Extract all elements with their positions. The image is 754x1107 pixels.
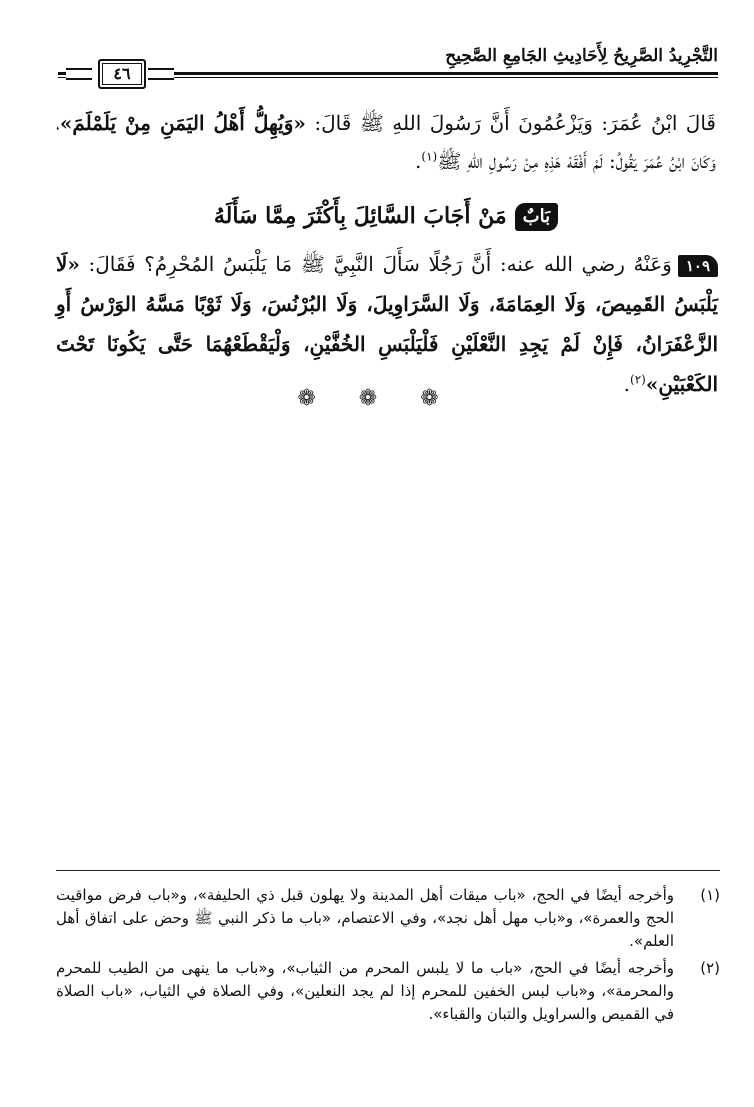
intro-text-b: ، وَكَانَ ابْنُ عُمَرَ يَقُولُ: لَمْ أَفْقَهْ هَذِهِ مِنْ رَسُولِ اللهِ ﷺ bbox=[56, 111, 716, 173]
intro-paragraph bbox=[56, 104, 716, 180]
intro-text-a: قَالَ ابْنُ عُمَرَ: وَيَزْعُمُونَ أَنَّ رَسُولَ اللهِ ﷺ قَالَ: bbox=[305, 111, 716, 135]
page-number-frame bbox=[66, 57, 174, 91]
chapter-badge: بَابٌ bbox=[515, 203, 558, 231]
intro-end: . bbox=[415, 149, 422, 173]
chapter-heading bbox=[56, 196, 716, 236]
footnote-text: وأخرجه أيضًا في الحج، «باب ما لا يلبس المحرم من الثياب»، و«باب ما ينهى من الطيب للمحرم والمحرمة»، و«باب لبس الخفين للمحرم إذا لم يجد النعلين»، وفي الصلاة في الثياب، «باب الصلاة في القميص والسراويل والتبان والقباء». bbox=[56, 959, 674, 1023]
page-number: ٤٦ bbox=[98, 59, 146, 89]
footnote-1 bbox=[56, 884, 720, 953]
footnote-number: (١) bbox=[700, 886, 720, 904]
running-header bbox=[58, 44, 718, 94]
hadith-text-plain: وَعَنْهُ رضي الله عنه: أَنَّ رَجُلًا سَأَلَ النَّبِيَّ ﷺ مَا يَلْبَسُ المُحْرِمُ؟ فَقَالَ: bbox=[79, 252, 672, 276]
footnote-2 bbox=[56, 957, 720, 1026]
ornament-bars-left bbox=[66, 68, 92, 80]
hadith-end: . bbox=[623, 372, 631, 396]
footnotes bbox=[56, 884, 720, 1030]
footnote-ref-1[interactable]: (١) bbox=[421, 149, 438, 164]
hadith-text-quote: «لَا يَلْبَسُ القَمِيصَ، وَلَا العِمَامَةَ، وَلَا السَّرَاوِيلَ، وَلَا البُرْنُسَ، وَلَا ثَوْبًا مَسَّهُ الوَرْسُ أَوِ الزَّعْفَرَانُ، فَإِنْ لَمْ يَجِدِ النَّعْلَيْنِ فَلْيَلْبَسِ الخُفَّيْنِ، وَلْيَقْطَعْهُمَا حَتَّى يَكُونَا تَحْتَ الكَعْبَيْنِ» bbox=[56, 252, 718, 396]
footnote-text: وأخرجه أيضًا في الحج، «باب ميقات أهل المدينة ولا يهلون قبل ذي الحليفة»، و«باب فرض مواقيت الحج والعمرة»، و«باب مهل أهل نجد»، وفي الاعتصام، «باب ما ذكر النبي ﷺ وحض على اتفاق أهل العلم». bbox=[56, 886, 674, 950]
footnote-number: (٢) bbox=[700, 959, 720, 977]
hadith-number-badge: ١٠٩ bbox=[678, 255, 718, 277]
section-end-ornaments: ❁ ❁ ❁ bbox=[297, 386, 457, 411]
ornament-bars-right bbox=[148, 68, 174, 80]
intro-quote: «وَيُهِلُّ أَهْلُ اليَمَنِ مِنْ يَلَمْلَمَ» bbox=[59, 111, 306, 135]
footnote-separator bbox=[56, 870, 720, 871]
footnote-ref-2[interactable]: (٢) bbox=[630, 372, 646, 387]
chapter-title: مَنْ أَجَابَ السَّائِلَ بِأَكْثَرَ مِمَّا سَأَلَهُ bbox=[213, 203, 507, 229]
hadith-109 bbox=[56, 244, 718, 404]
book-title: التَّجْرِيدُ الصَّرِيحُ لِأَحَادِيثِ الجَامِعِ الصَّحِيحِ bbox=[445, 46, 718, 66]
